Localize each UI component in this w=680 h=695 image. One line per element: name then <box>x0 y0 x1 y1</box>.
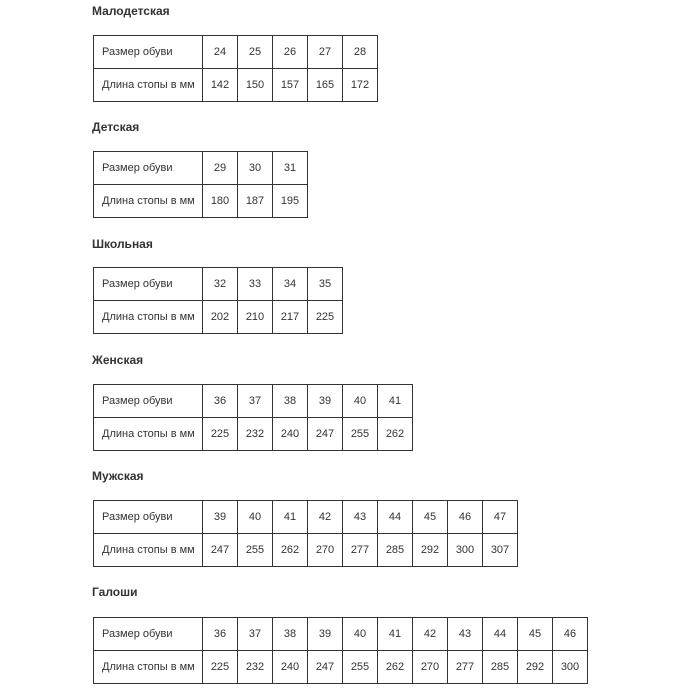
size-row <box>94 152 308 185</box>
section-title-malodetskaya: Малодетская <box>92 4 170 18</box>
length-row-label: Длина стопы в мм <box>94 301 203 334</box>
foot-length-cell: 150 <box>238 69 273 102</box>
foot-length-cell: 172 <box>343 69 378 102</box>
shoe-size-cell: 47 <box>483 501 518 534</box>
foot-length-cell: 300 <box>553 651 588 684</box>
shoe-size-cell: 41 <box>378 385 413 418</box>
foot-length-cell: 165 <box>308 69 343 102</box>
shoe-size-cell: 36 <box>203 618 238 651</box>
shoe-size-cell: 45 <box>413 501 448 534</box>
shoe-size-cell: 32 <box>203 268 238 301</box>
shoe-size-cell: 40 <box>238 501 273 534</box>
shoe-size-cell: 24 <box>203 36 238 69</box>
length-row-label: Длина стопы в мм <box>94 69 203 102</box>
shoe-size-cell: 37 <box>238 618 273 651</box>
size-row-label: Размер обуви <box>94 618 203 651</box>
foot-length-cell: 292 <box>413 534 448 567</box>
length-row-label: Длина стопы в мм <box>94 185 203 218</box>
shoe-size-cell: 39 <box>308 618 343 651</box>
foot-length-cell: 225 <box>203 651 238 684</box>
shoe-size-cell: 44 <box>483 618 518 651</box>
length-row <box>94 185 308 218</box>
shoe-size-cell: 27 <box>308 36 343 69</box>
foot-length-cell: 232 <box>238 651 273 684</box>
size-table-muzhskaya <box>93 500 518 567</box>
foot-length-cell: 142 <box>203 69 238 102</box>
size-row <box>94 268 343 301</box>
size-table-detskaya <box>93 151 308 218</box>
shoe-size-cell: 36 <box>203 385 238 418</box>
size-row <box>94 385 413 418</box>
shoe-size-cell: 28 <box>343 36 378 69</box>
shoe-size-cell: 43 <box>448 618 483 651</box>
size-row-label: Размер обуви <box>94 152 203 185</box>
size-row <box>94 618 588 651</box>
size-table-malodetskaya <box>93 35 378 102</box>
shoe-size-cell: 38 <box>273 385 308 418</box>
section-title-muzhskaya: Мужская <box>92 469 144 483</box>
shoe-size-cell: 29 <box>203 152 238 185</box>
shoe-size-cell: 42 <box>308 501 343 534</box>
shoe-size-cell: 42 <box>413 618 448 651</box>
shoe-size-cell: 40 <box>343 618 378 651</box>
foot-length-cell: 300 <box>448 534 483 567</box>
foot-length-cell: 225 <box>203 418 238 451</box>
foot-length-cell: 240 <box>273 418 308 451</box>
size-row <box>94 36 378 69</box>
size-row <box>94 501 518 534</box>
foot-length-cell: 262 <box>378 651 413 684</box>
foot-length-cell: 232 <box>238 418 273 451</box>
foot-length-cell: 255 <box>343 651 378 684</box>
length-row <box>94 534 518 567</box>
foot-length-cell: 270 <box>413 651 448 684</box>
shoe-size-cell: 31 <box>273 152 308 185</box>
size-row-label: Размер обуви <box>94 36 203 69</box>
shoe-size-cell: 45 <box>518 618 553 651</box>
section-title-zhenskaya: Женская <box>92 353 144 367</box>
shoe-size-cell: 43 <box>343 501 378 534</box>
foot-length-cell: 255 <box>238 534 273 567</box>
section-title-galoshi: Галоши <box>92 585 138 599</box>
foot-length-cell: 180 <box>203 185 238 218</box>
size-row-label: Размер обуви <box>94 501 203 534</box>
foot-length-cell: 277 <box>448 651 483 684</box>
foot-length-cell: 262 <box>378 418 413 451</box>
foot-length-cell: 255 <box>343 418 378 451</box>
shoe-size-cell: 35 <box>308 268 343 301</box>
foot-length-cell: 262 <box>273 534 308 567</box>
foot-length-cell: 277 <box>343 534 378 567</box>
foot-length-cell: 285 <box>483 651 518 684</box>
length-row <box>94 69 378 102</box>
foot-length-cell: 292 <box>518 651 553 684</box>
section-title-detskaya: Детская <box>92 120 140 134</box>
shoe-size-cell: 26 <box>273 36 308 69</box>
shoe-size-cell: 39 <box>308 385 343 418</box>
foot-length-cell: 225 <box>308 301 343 334</box>
shoe-size-cell: 41 <box>378 618 413 651</box>
foot-length-cell: 247 <box>308 418 343 451</box>
foot-length-cell: 202 <box>203 301 238 334</box>
foot-length-cell: 240 <box>273 651 308 684</box>
shoe-size-cell: 44 <box>378 501 413 534</box>
length-row-label: Длина стопы в мм <box>94 534 203 567</box>
shoe-size-cell: 33 <box>238 268 273 301</box>
length-row-label: Длина стопы в мм <box>94 651 203 684</box>
foot-length-cell: 307 <box>483 534 518 567</box>
length-row-label: Длина стопы в мм <box>94 418 203 451</box>
size-row-label: Размер обуви <box>94 385 203 418</box>
shoe-size-cell: 37 <box>238 385 273 418</box>
shoe-size-cell: 34 <box>273 268 308 301</box>
shoe-size-cell: 25 <box>238 36 273 69</box>
shoe-size-cell: 30 <box>238 152 273 185</box>
size-table-zhenskaya <box>93 384 413 451</box>
length-row <box>94 418 413 451</box>
shoe-size-cell: 39 <box>203 501 238 534</box>
foot-length-cell: 217 <box>273 301 308 334</box>
foot-length-cell: 195 <box>273 185 308 218</box>
section-title-shkolnaya: Школьная <box>92 237 153 251</box>
foot-length-cell: 210 <box>238 301 273 334</box>
foot-length-cell: 187 <box>238 185 273 218</box>
shoe-size-cell: 40 <box>343 385 378 418</box>
shoe-size-cell: 46 <box>448 501 483 534</box>
shoe-size-cell: 38 <box>273 618 308 651</box>
shoe-size-cell: 41 <box>273 501 308 534</box>
shoe-size-cell: 46 <box>553 618 588 651</box>
foot-length-cell: 157 <box>273 69 308 102</box>
size-table-shkolnaya <box>93 267 343 334</box>
size-table-galoshi <box>93 617 588 684</box>
foot-length-cell: 270 <box>308 534 343 567</box>
foot-length-cell: 247 <box>203 534 238 567</box>
length-row <box>94 651 588 684</box>
foot-length-cell: 285 <box>378 534 413 567</box>
foot-length-cell: 247 <box>308 651 343 684</box>
length-row <box>94 301 343 334</box>
size-row-label: Размер обуви <box>94 268 203 301</box>
